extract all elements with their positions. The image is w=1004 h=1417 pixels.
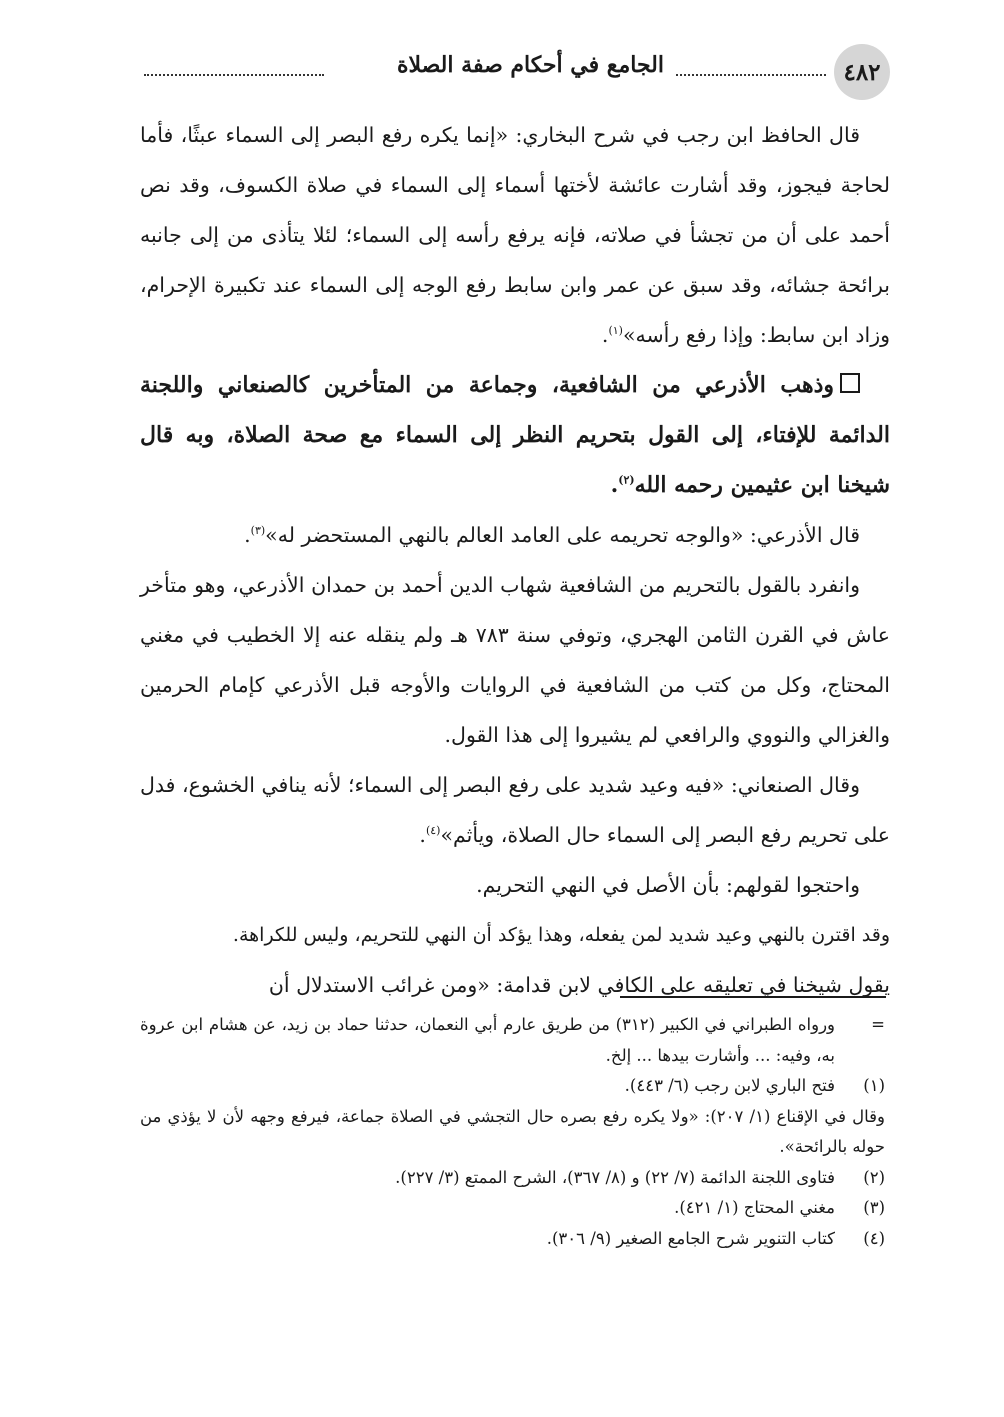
footnote-2 xyxy=(140,1163,885,1194)
running-title: الجامع في أحكام صفة الصلاة xyxy=(396,52,664,78)
footnote-continuation-text: ورواه الطبراني في الكبير (٣١٢) من طريق عارم أبي النعمان، حدثنا حماد بن زيد، عن هشام ابن عروة به، وفيه: ... وأشارت بيدها ... إلخ. xyxy=(140,1015,836,1065)
footnote-continuation-marker: = xyxy=(871,1015,885,1034)
footnotes xyxy=(140,1010,885,1254)
footnote-ref-2[interactable]: (٢) xyxy=(618,473,635,487)
footnote-2-text: فتاوى اللجنة الدائمة (٧/ ٢٢) و (٨/ ٣٦٧)، الشرح الممتع (٣/ ٢٢٧). xyxy=(395,1167,835,1187)
footnote-continuation xyxy=(140,1010,885,1071)
footnote-1-marker: (١) xyxy=(863,1076,885,1095)
paragraph-sanani: وقال الصنعاني: «فيه وعيد شديد على رفع البصر إلى السماء؛ لأنه ينافي الخشوع، فدل على تحريم رفع البصر إلى السماء حال الصلاة، ويأثم»$^{(٤)}$. xyxy=(140,773,890,847)
footnote-ref-3[interactable]: (٣) xyxy=(250,524,266,538)
main-text xyxy=(140,110,890,1010)
paragraph-evidence: واحتجوا لقولهم: بأن الأصل في النهي التحريم. xyxy=(476,873,860,897)
footnote-ref-4[interactable]: (٤) xyxy=(425,824,441,838)
paragraph-adhrai-opinion: وذهب الأذرعي من الشافعية، وجماعة من المتأخرين كالصنعاني واللجنة الدائمة للإفتاء، إلى القول بتحريم النظر إلى السماء مع صحة الصلاة، وبه قال شيخنا ابن عثيمين رحمه الله$^{(٢)}$. xyxy=(140,372,890,498)
footnote-2-marker: (٢) xyxy=(863,1167,885,1187)
footnote-1 xyxy=(140,1071,885,1102)
paragraph-adhrai-quote: قال الأذرعي: «والوجه تحريمه على العامد العالم بالنهي المستحضر له»$^{(٣)}$. xyxy=(244,523,860,547)
header-dotted-leader-left xyxy=(144,74,324,76)
footnote-3-marker: (٣) xyxy=(863,1198,885,1217)
footnote-3 xyxy=(140,1193,885,1224)
page-number: ٤٨٢ xyxy=(843,58,881,86)
footnote-3-text: مغني المحتاج (١/ ٤٢١). xyxy=(674,1198,835,1217)
square-bullet-icon xyxy=(840,373,860,393)
footnote-1-text: فتح الباري لابن رجب (٦/ ٤٤٣). xyxy=(624,1076,835,1095)
paragraph-adhrai-bio: وانفرد بالقول بالتحريم من الشافعية شهاب الدين أحمد بن حمدان الأذرعي، وهو متأخر عاش في القرن الثامن الهجري، وتوفي سنة ٧٨٣ هـ ولم ينقله عنه إلا الخطيب في مغني المحتاج، وكل من كتب من الشافعية في الروايات والأوجه قبل الأذرعي كإمام الحرمين والغزالي والنووي والرافعي لم يشيروا إلى هذا القول. xyxy=(140,573,890,747)
page-number-badge xyxy=(834,44,890,100)
footnote-4-marker: (٤) xyxy=(863,1228,885,1248)
footnote-4-text: كتاب التنوير شرح الجامع الصغير (٩/ ٣٠٦). xyxy=(546,1228,835,1248)
footnote-4 xyxy=(140,1224,885,1255)
footnote-1-extra: وقال في الإقناع (١/ ٢٠٧): «ولا يكره رفع بصره حال التجشي في الصلاة جماعة، فيرفع وجهه لأن لا يؤذي من حوله بالرائحة». xyxy=(140,1106,885,1156)
paragraph-threat: وقد اقترن بالنهي وعيد شديد لمن يفعله، وهذا يؤكد أن النهي للتحريم، وليس للكراهة. xyxy=(232,924,890,946)
paragraph-shaykh-quote: يقول شيخنا في تعليقه على الكافي لابن قدامة: «ومن غرائب الاستدلال أن xyxy=(268,973,890,997)
footnote-ref-1[interactable]: (١) xyxy=(608,324,623,338)
header-dotted-leader-right xyxy=(676,74,826,76)
page-header xyxy=(140,44,890,100)
footnote-separator xyxy=(620,996,886,998)
paragraph-ibn-rajab: قال الحافظ ابن رجب في شرح البخاري: «إنما يكره رفع البصر إلى السماء عبثًا، فأما لحاجة فيجوز، وقد أشارت عائشة لأختها أسماء إلى السماء في صلاة الكسوف، وقد نص أحمد على أن من تجشأ في صلاته، فإنه يرفع رأسه إلى السماء؛ لئلا يتأذى من إلى جانبه برائحة جشائه، وقد سبق عن عمر وابن سابط رفع الوجه إلى السماء عند تكبيرة الإحرام، وزاد ابن سابط: وإذا رفع رأسه»$^{(١)}$. xyxy=(140,123,890,347)
